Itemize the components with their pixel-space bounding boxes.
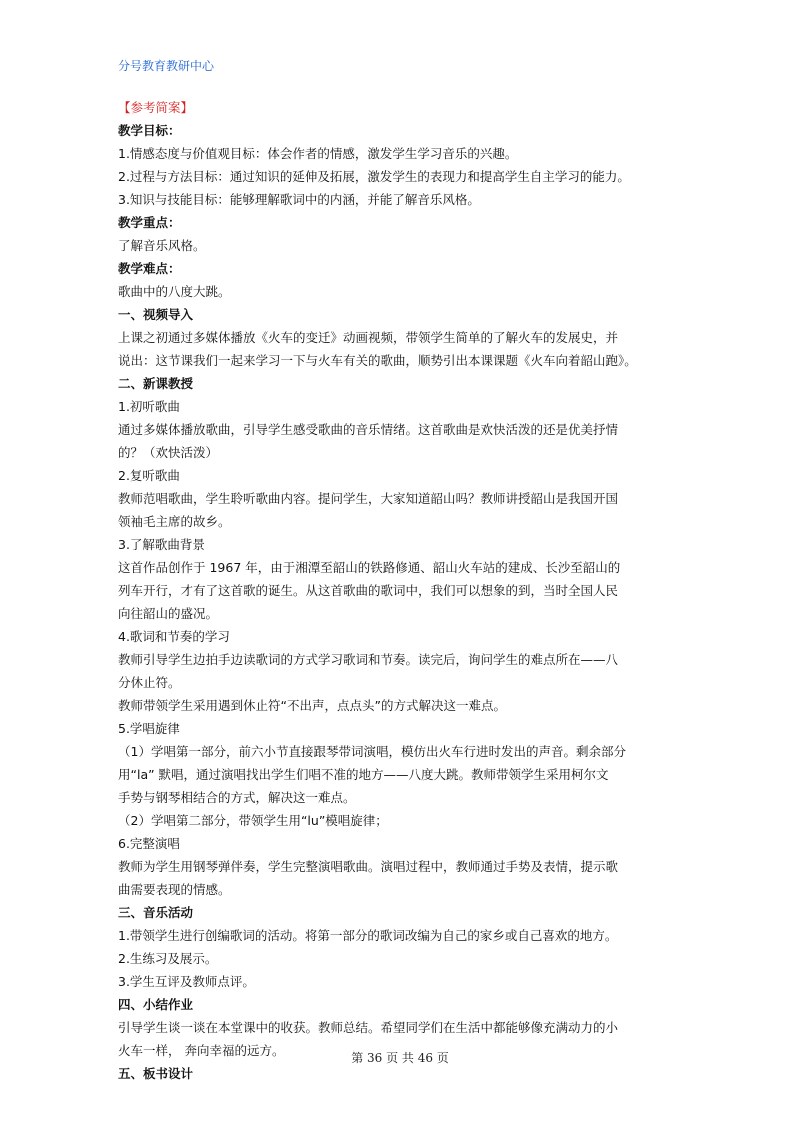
document-body xyxy=(118,96,688,1085)
paragraph-line: 2.生练习及展示。 xyxy=(118,951,218,966)
paragraph-line: 领袖毛主席的故乡。 xyxy=(118,514,231,529)
difficulty-text: 歌曲中的八度大跳。 xyxy=(118,284,231,299)
subsection-title: 1.初听歌曲 xyxy=(118,399,180,414)
subsection-title: 5.学唱旋律 xyxy=(118,721,180,736)
paragraph-line: 的？（欢快活泼） xyxy=(118,445,219,460)
key-heading: 教学重点： xyxy=(118,215,181,230)
paragraph-line: 3.学生互评及教师点评。 xyxy=(118,974,255,989)
subsection-title: 3.了解歌曲背景 xyxy=(118,537,205,552)
goals-heading: 教学目标： xyxy=(118,123,181,138)
page-number: 第 36 页 共 46 页 xyxy=(351,1051,449,1065)
goal-item: 2.过程与方法目标：通过知识的延伸及拓展，激发学生的表现力和提高学生自主学习的能力。 xyxy=(118,169,630,184)
section-heading: 四、小结作业 xyxy=(118,997,194,1012)
section-heading: 五、板书设计 xyxy=(118,1066,194,1081)
paragraph-line: 教师引导学生边拍手边读歌词的方式学习歌词和节奏。读完后，询问学生的难点所在——八 xyxy=(118,652,619,667)
paragraph-line: 引导学生谈一谈在本堂课中的收获。教师总结。希望同学们在生活中都能够像充满动力的小 xyxy=(118,1020,619,1035)
paragraph-line: （2）学唱第二部分，带领学生用“lu”模唱旋律； xyxy=(118,813,388,828)
goal-item: 3.知识与技能目标：能够理解歌词中的内涵，并能了解音乐风格。 xyxy=(118,192,480,207)
paragraph-line: 教师范唱歌曲，学生聆听歌曲内容。提问学生，大家知道韶山吗？教师讲授韶山是我国开国 xyxy=(118,491,619,506)
goal-item: 1.情感态度与价值观目标：体会作者的情感，激发学生学习音乐的兴趣。 xyxy=(118,146,518,161)
paragraph-line: 火车一样， 奔向幸福的远方。 xyxy=(118,1043,285,1058)
paragraph-line: 说出：这节课我们一起来学习一下与火车有关的歌曲，顺势引出本课课题《火车向着韶山跑》。 xyxy=(118,353,637,368)
paragraph-line: 教师带领学生采用遇到休止符“不出声，点点头”的方式解决这一难点。 xyxy=(118,698,506,713)
section-heading: 二、新课教授 xyxy=(118,376,194,391)
paragraph-line: 列车开行，才有了这首歌的诞生。从这首歌曲的歌词中，我们可以想象的到，当时全国人民 xyxy=(118,583,619,598)
subsection-title: 6.完整演唱 xyxy=(118,836,180,851)
section-heading: 一、视频导入 xyxy=(118,307,194,322)
paragraph-line: （1）学唱第一部分，前六小节直接跟琴带词演唱，模仿出火车行进时发出的声音。剩余部分 xyxy=(118,744,626,759)
subsection-title: 4.歌词和节奏的学习 xyxy=(118,629,230,644)
reference-tag: 【参考简案】 xyxy=(118,100,194,115)
paragraph-line: 手势与钢琴相结合的方式，解决这一难点。 xyxy=(118,790,356,805)
key-text: 了解音乐风格。 xyxy=(118,238,206,253)
header-org: 分号教育教研中心 xyxy=(118,59,215,73)
paragraph-line: 1.带领学生进行创编歌词的活动。将第一部分的歌词改编为自己的家乡或自己喜欢的地方。 xyxy=(118,928,618,943)
paragraph-line: 曲需要表现的情感。 xyxy=(118,882,231,897)
paragraph-line: 通过多媒体播放歌曲，引导学生感受歌曲的音乐情绪。这首歌曲是欢快活泼的还是优美抒情 xyxy=(118,422,619,437)
paragraph-line: 用“la” 默唱，通过演唱找出学生们唱不准的地方——八度大跳。教师带领学生采用柯尔文 xyxy=(118,767,609,782)
paragraph-line: 这首作品创作于 1967 年，由于湘潭至韶山的铁路修通、韶山火车站的建成、长沙至韶山的 xyxy=(118,560,621,575)
subsection-title: 2.复听歌曲 xyxy=(118,468,180,483)
paragraph-line: 上课之初通过多媒体播放《火车的变迁》动画视频，带领学生简单的了解火车的发展史，并 xyxy=(118,330,619,345)
section-heading: 三、音乐活动 xyxy=(118,905,194,920)
paragraph-line: 教师为学生用钢琴弹伴奏，学生完整演唱歌曲。演唱过程中，教师通过手势及表情，提示歌 xyxy=(118,859,619,874)
paragraph-line: 向往韶山的盛况。 xyxy=(118,606,219,621)
difficulty-heading: 教学难点： xyxy=(118,261,181,276)
paragraph-line: 分休止符。 xyxy=(118,675,181,690)
